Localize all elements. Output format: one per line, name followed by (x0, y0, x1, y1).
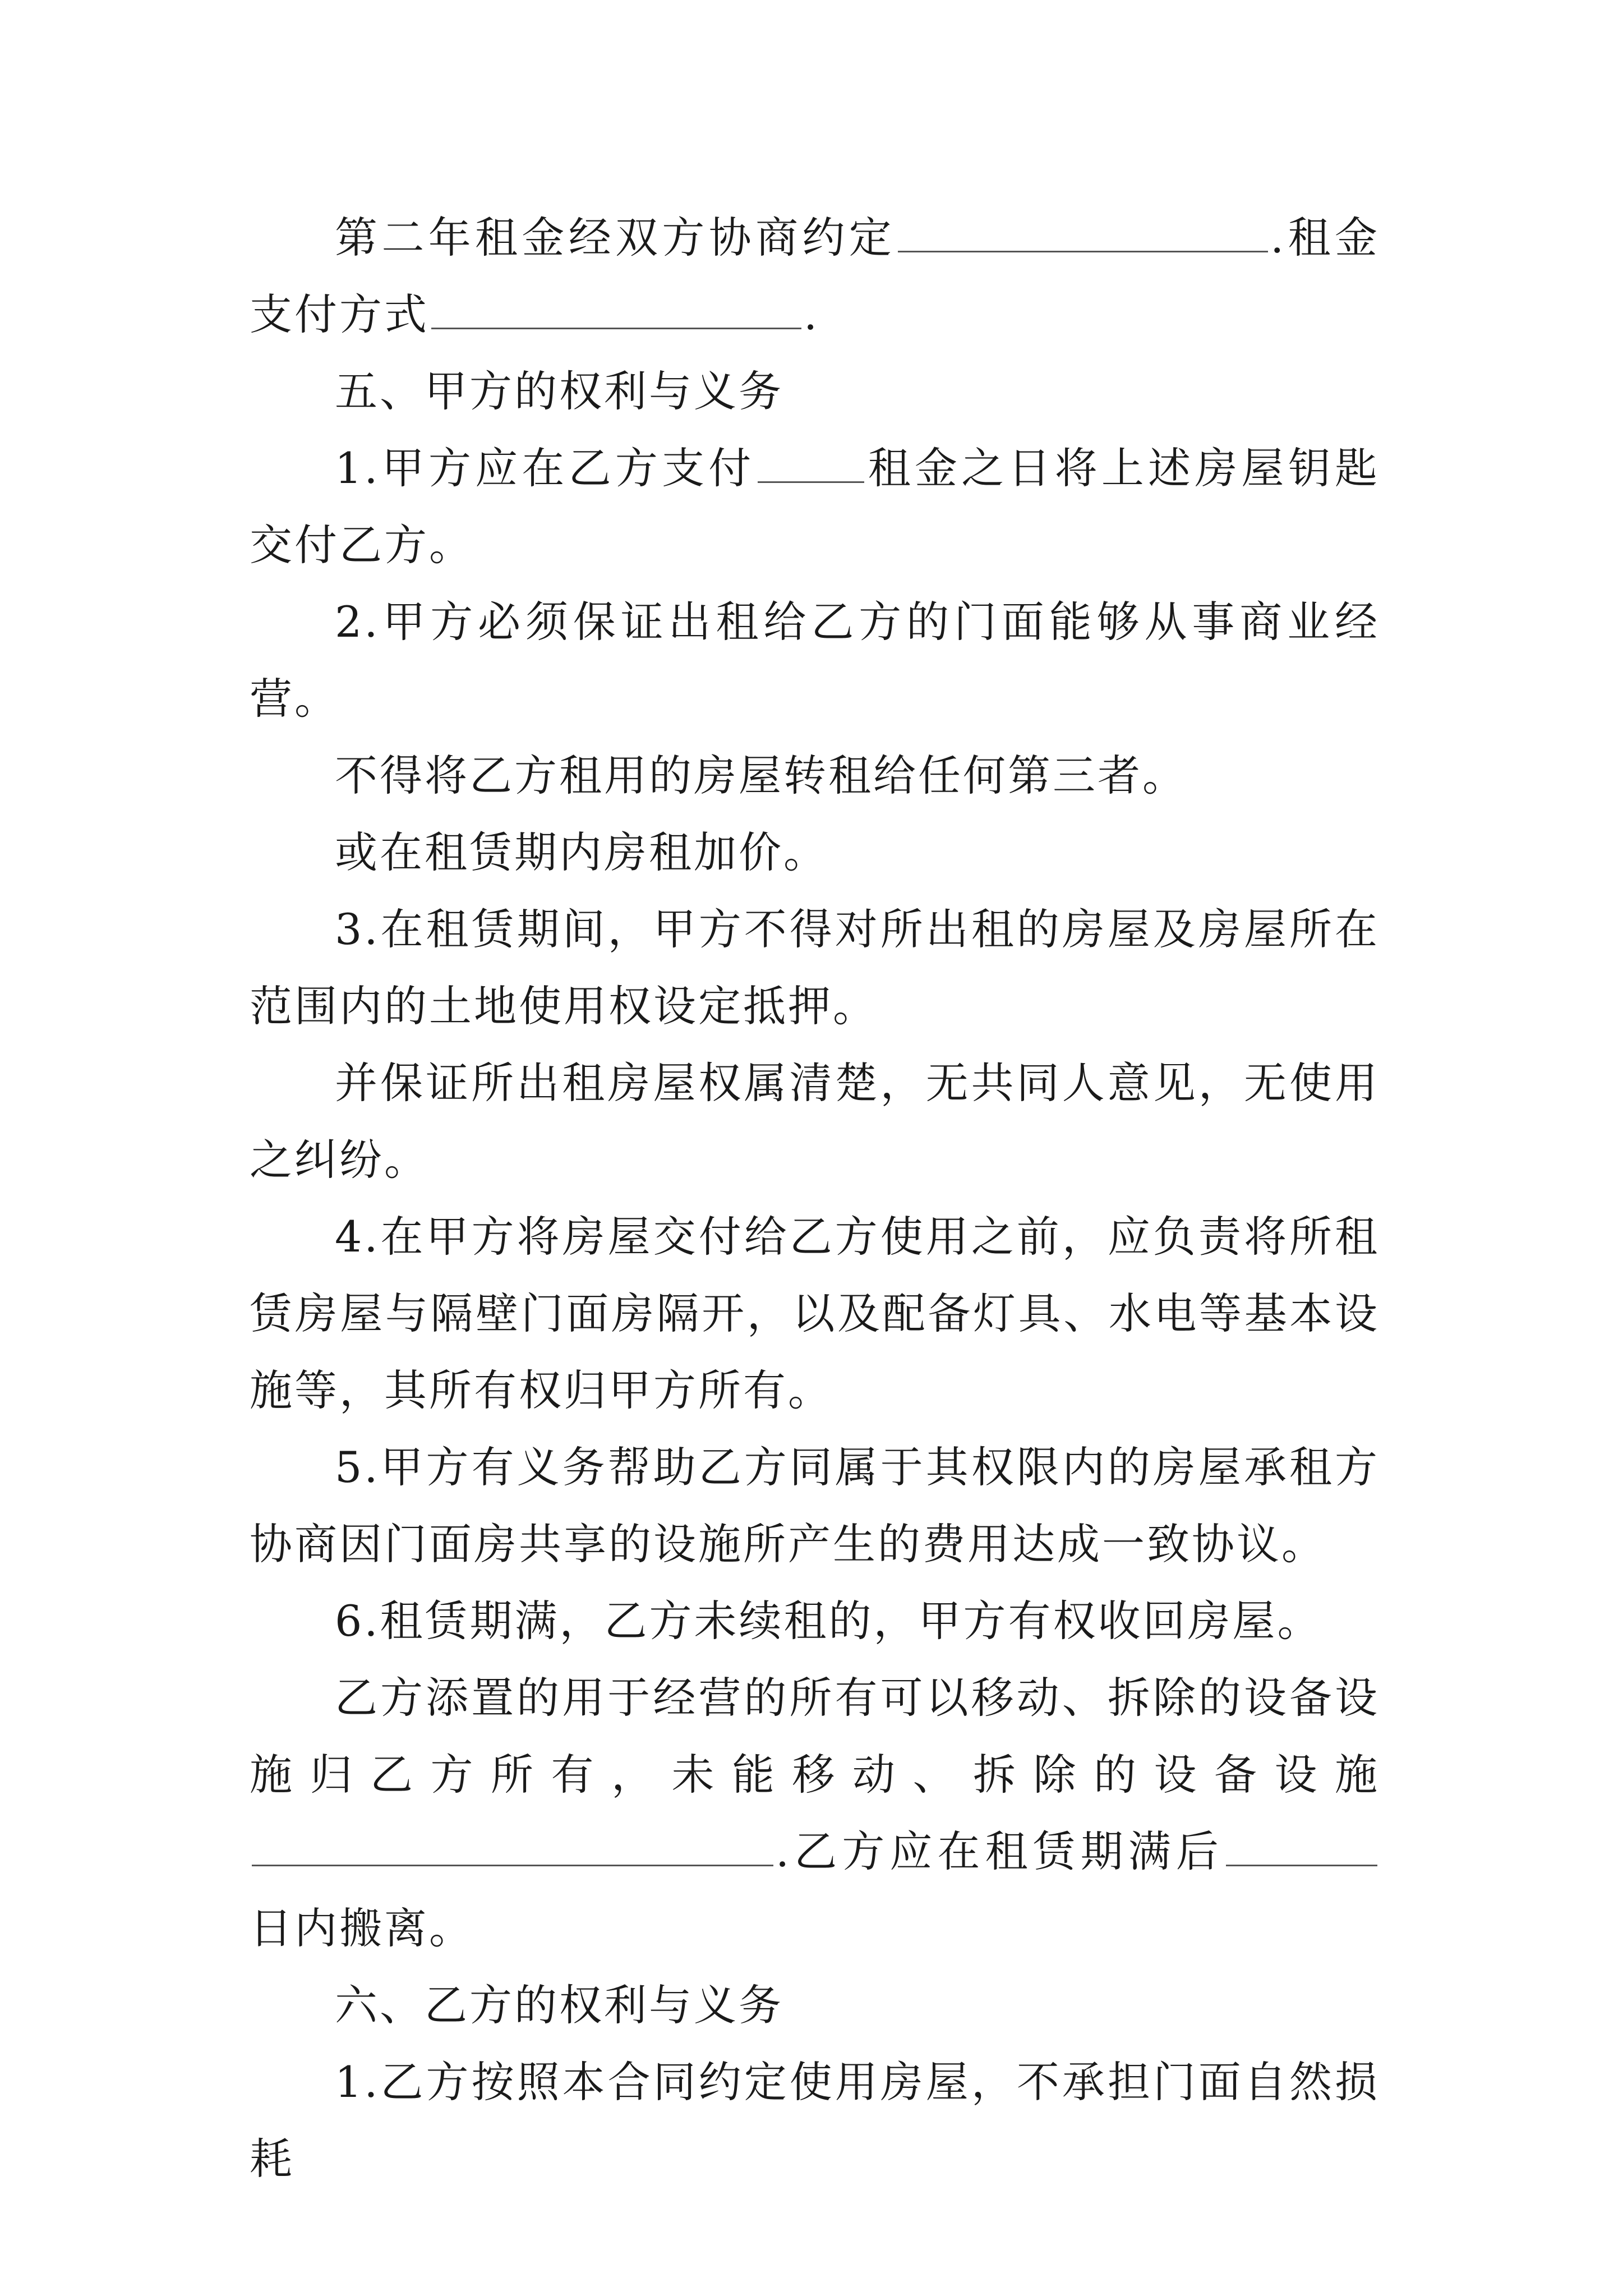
blank-field-unmovable-equipment[interactable] (252, 1825, 773, 1866)
paragraph-second-year-rent (250, 199, 1380, 353)
blank-field-days[interactable] (1226, 1825, 1377, 1866)
paragraph-item-a6-cont (250, 1659, 1380, 1967)
section-heading-party-a: 五、甲方的权利与义务 (335, 366, 783, 416)
blank-field-rent-period[interactable] (758, 442, 864, 483)
paragraph-item-b1: 1.乙方按照本合同约定使用房屋，不承担门面自然损耗 (250, 2057, 1380, 2184)
document-body (250, 199, 1380, 2197)
paragraph-item-a4: 4.在甲方将房屋交付给乙方使用之前，应负责将所租赁房屋与隔壁门面房隔开，以及配备灯具、水电等基本设施等，其所有权归甲方所有。 (250, 1212, 1380, 1415)
text-segment: .乙方应在租赁期满后 (776, 1826, 1224, 1876)
paragraph-item-a3: 3.在租赁期间，甲方不得对所出租的房屋及房屋所在范围内的土地使用权设定抵押。 (250, 904, 1380, 1031)
text-segment: 1.甲方应在乙方支付 (335, 443, 755, 493)
text-segment: 第二年租金经双方协商约定 (335, 213, 896, 263)
text-segment: . (804, 289, 820, 339)
paragraph-item-a3-cont: 并保证所出租房屋权属清楚，无共同人意见，无使用之纠纷。 (250, 1058, 1380, 1185)
text-segment: 乙方添置的用于经营的所有可以移动、拆除的设备设施归乙方所有，未能移动、拆除的设备设施 (250, 1673, 1380, 1800)
paragraph-item-a5: 5.甲方有义务帮助乙方同属于其权限内的房屋承租方协商因门面房共享的设施所产生的费用达成一致协议。 (250, 1442, 1380, 1569)
section-heading-party-b: 六、乙方的权利与义务 (335, 1980, 783, 2030)
blank-field-payment-method[interactable] (431, 288, 801, 329)
text-segment: 日内搬离。 (250, 1903, 474, 1953)
paragraph-item-a2-cont1: 不得将乙方租用的房屋转租给任何第三者。 (335, 751, 1187, 800)
paragraph-item-a2: 2.甲方必须保证出租给乙方的门面能够从事商业经营。 (250, 597, 1380, 724)
text-segment: .租金支付方式 (250, 213, 1380, 339)
paragraph-item-a6: 6.租赁期满，乙方未续租的，甲方有权收回房屋。 (335, 1596, 1322, 1646)
text-segment: 租金之日将上述房屋钥匙交付乙方。 (250, 443, 1380, 570)
blank-field-second-year-rent[interactable] (898, 211, 1268, 252)
paragraph-item-a1 (250, 430, 1380, 583)
paragraph-item-a2-cont2: 或在租赁期内房租加价。 (335, 827, 828, 877)
